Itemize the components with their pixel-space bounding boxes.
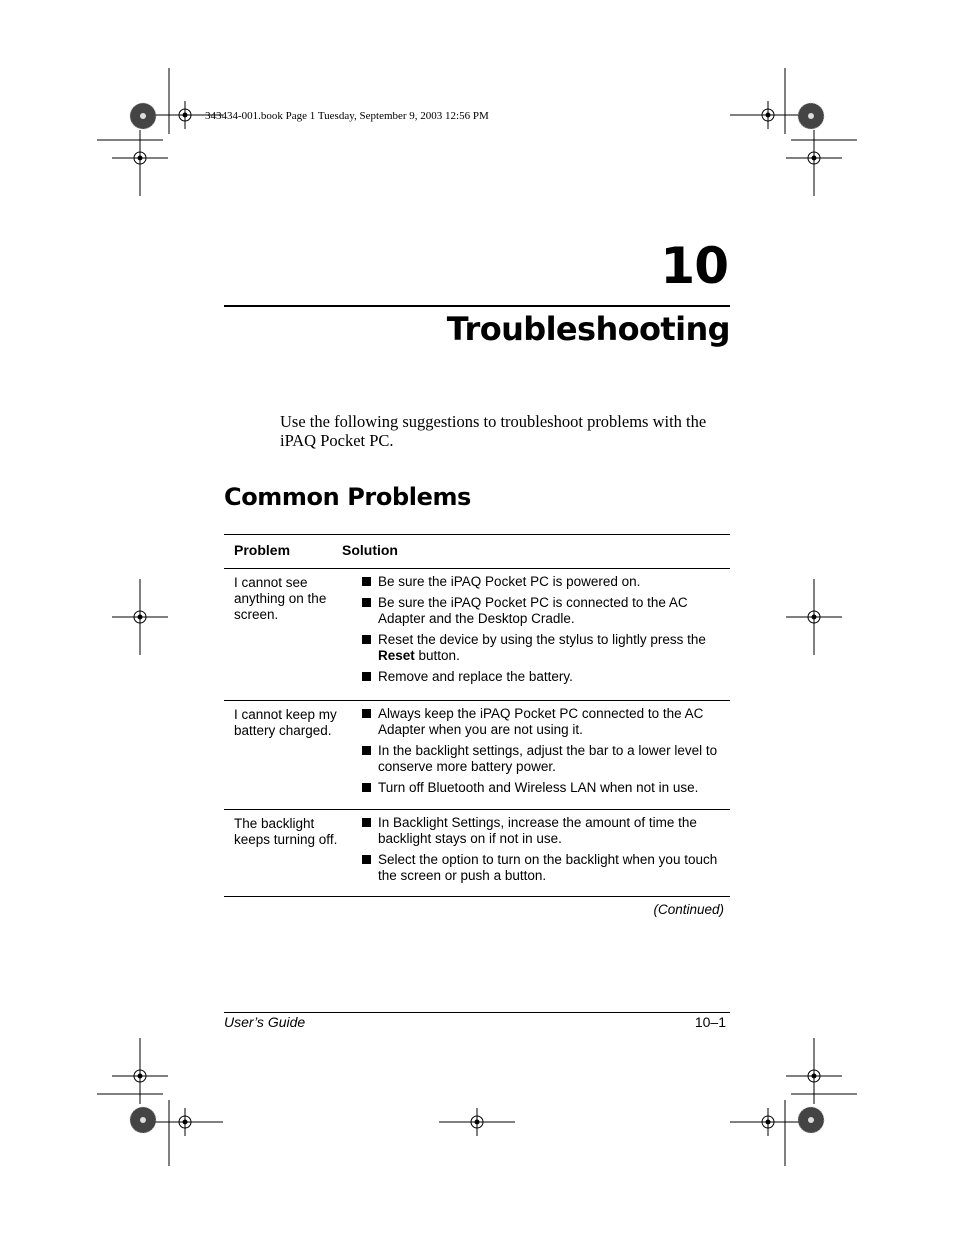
list-item: Be sure the iPAQ Pocket PC is connected to the AC Adapter and the Desktop Cradle. <box>362 595 730 627</box>
bullet-square-icon <box>362 818 371 827</box>
list-item: In the backlight settings, adjust the bar to a lower level to conserve more battery power. <box>362 743 730 775</box>
list-item: Be sure the iPAQ Pocket PC is powered on. <box>362 574 730 590</box>
print-header: 343434-001.book Page 1 Tuesday, September 9, 2003 12:56 PM <box>205 110 489 122</box>
page-number: 10–1 <box>694 1014 726 1030</box>
intro-paragraph: Use the following suggestions to troubleshoot problems with the iPAQ Pocket PC. <box>280 412 707 450</box>
chapter-title: Troubleshooting <box>446 310 730 348</box>
list-item: Reset the device by using the stylus to lightly press the Reset button. <box>362 632 730 664</box>
table-row <box>224 569 730 701</box>
list-item: Remove and replace the battery. <box>362 669 730 685</box>
list-item: Turn off Bluetooth and Wireless LAN when not in use. <box>362 780 730 796</box>
header-solution: Solution <box>342 542 398 558</box>
table-header <box>224 535 730 569</box>
list-item: Select the option to turn on the backlight when you touch the screen or push a button. <box>362 852 730 884</box>
list-item: In Backlight Settings, increase the amount of time the backlight stays on if not in use. <box>362 815 730 847</box>
list-item: Always keep the iPAQ Pocket PC connected to the AC Adapter when you are not using it. <box>362 706 730 738</box>
problems-table <box>224 534 730 897</box>
solution-cell <box>352 810 730 896</box>
header-problem: Problem <box>234 542 291 558</box>
chapter-number: 10 <box>660 237 728 295</box>
continued-note: (Continued) <box>653 902 724 917</box>
footer-guide-title: User’s Guide <box>224 1014 306 1030</box>
bullet-square-icon <box>362 672 371 681</box>
table-row <box>224 701 730 810</box>
reset-label: Reset <box>378 648 415 663</box>
footer-rule <box>224 1012 730 1013</box>
table-row <box>224 810 730 897</box>
section-title: Common Problems <box>224 483 471 511</box>
bullet-square-icon <box>362 855 371 864</box>
bullet-square-icon <box>362 783 371 792</box>
solution-cell <box>352 569 730 700</box>
problem-cell: I cannot see anything on the screen. <box>234 575 327 622</box>
bullet-square-icon <box>362 709 371 718</box>
problem-cell: I cannot keep my battery charged. <box>234 707 337 738</box>
chapter-rule <box>224 305 730 307</box>
bullet-square-icon <box>362 635 371 644</box>
solution-cell <box>352 701 730 809</box>
problem-cell: The backlight keeps turning off. <box>234 816 338 847</box>
bullet-square-icon <box>362 598 371 607</box>
bullet-square-icon <box>362 746 371 755</box>
bullet-square-icon <box>362 577 371 586</box>
